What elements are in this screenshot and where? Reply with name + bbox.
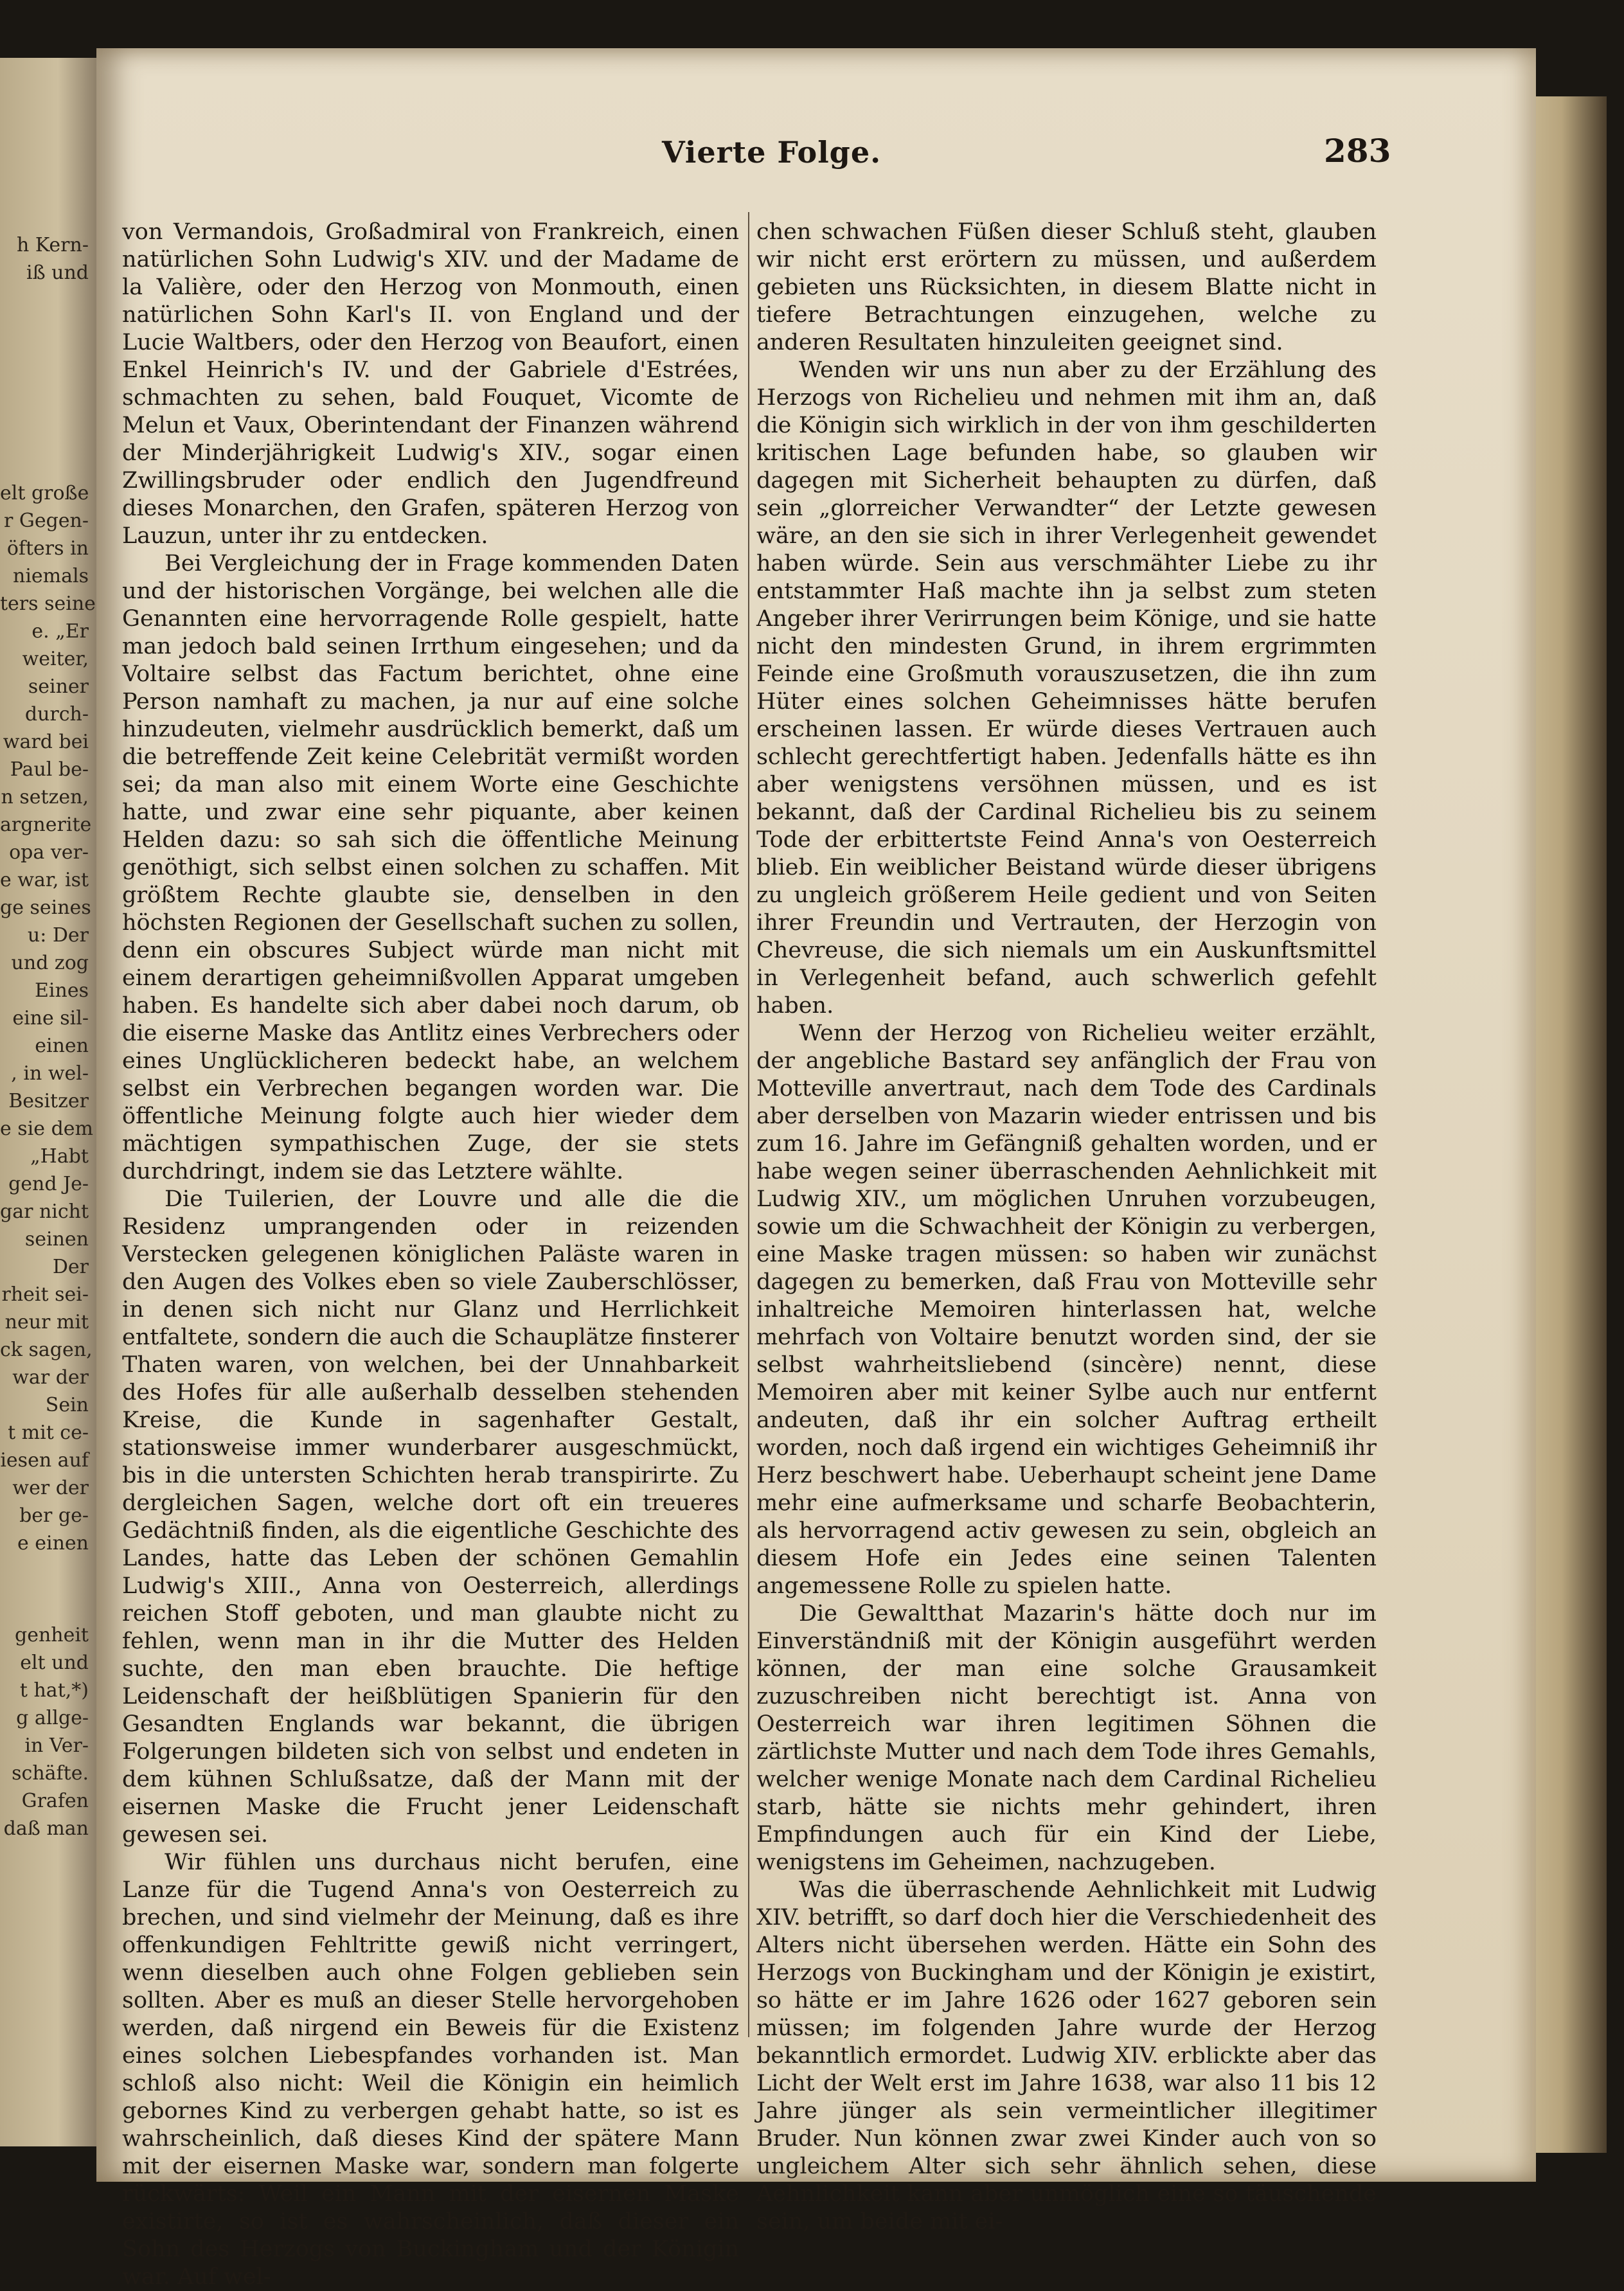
fragment-line: seinen xyxy=(24,1228,89,1251)
fragment-line: ge seines xyxy=(0,896,91,919)
paragraph: Wenden wir uns nun aber zu der Erzählung des Herzogs von Richelieu und nehmen mit ihm an, daß die Königin sich wirklich in der von ihm geschilderten kritischen Lage befunden habe, so glauben wir dagegen mit Sicherheit behaupten zu dürfen, daß sein „glorreicher Verwandter“ der Letzte gewesen wäre, an den sie sich in ihrer Verlegenheit gewendet haben würde. Sein aus verschmähter Liebe zu ihr entstammter Haß machte ihn ja selbst zum steten Angeber ihrer Verirrungen beim Könige, und sie hatte nicht den mindesten Grund, in ihrem ergrimmten Feinde eine Großmuth vorauszusetzen, die ihn zum Hüter eines solchen Geheimnisses hätte berufen erscheinen lassen. Er würde dieses Vertrauen auch schlecht gerechtfertigt haben. Jedenfalls hätte es ihn aber wenigstens versöhnen müssen, und es ist bekannt, daß der Cardinal Richelieu bis zu seinem Tode der erbittertste Feind Anna's von Oesterreich blieb. Ein weiblicher Beistand würde dieser übrigens zu ungleich größerem Heile gedient und von Seiten ihrer Freundin und Vertrauten, der Herzogin von Chevreuse, die sich niemals um ein Auskunftsmittel in Verlegenheit befand, auch schwerlich gefehlt haben. xyxy=(756,357,1377,1019)
paragraph: Wir fühlen uns durchaus nicht berufen, eine Lanze für die Tugend Anna's von Oesterreich zu brechen, und sind vielmehr der Meinung, daß es ihre offenkundigen Fehltritte gewiß nicht verringert, wenn dieselben auch ohne Folgen geblieben sein sollten. Aber es muß an dieser Stelle hervorgehoben werden, daß nirgend ein Beweis für die Existenz eines solchen Liebespfandes vorhanden ist. Man schloß also nicht: Weil die Königin ein heimlich gebornes Kind zu verbergen gehabt hatte, so ist es wahrscheinlich, daß dieses Kind der spätere Mann mit der eisernen Maske war, sondern man folgerte rückwärts: Weil ein Mann mit der eisernen Maske existirte, so ist es wahrscheinlich, daß dieser ein Sohn des Herzogs von Buckingham und der Königin war. Auf wel- xyxy=(122,1850,739,2290)
running-head: Vierte Folge. xyxy=(662,135,882,170)
fragment-line: Eines xyxy=(35,979,89,1002)
column-divider xyxy=(748,212,749,2037)
fragment-line: elt große xyxy=(0,482,89,504)
fragment-line: n setzen, xyxy=(1,786,89,808)
paragraph: von Vermandois, Großadmiral von Frankreich, einen natürlichen Sohn Ludwig's XIV. und der Madame de la Valière, oder den Herzog von Monmouth, einen natürlichen Sohn Karl's II. von England und der Lucie Waltbers, oder den Herzog von Beaufort, einen Enkel Heinrich's IV. und der Gabriele d'Estrées, schmachten zu sehen, bald Fouquet, Vicomte de Melun et Vaux, Oberintendant der Finanzen während der Minderjährigkeit Ludwig's XIV., sogar einen Zwillingsbruder oder endlich den Jugendfreund dieses Monarchen, den Grafen, späteren Herzog von Lauzun, unter ihr zu entdecken. xyxy=(122,219,739,549)
left-column xyxy=(122,218,739,2291)
fragment-line: Paul be- xyxy=(10,758,89,781)
fragment-line: Grafen xyxy=(21,1790,89,1812)
fragment-line: gend Je- xyxy=(8,1173,89,1195)
fragment-line: war der xyxy=(12,1366,89,1389)
paragraph: Die Gewaltthat Mazarin's hätte doch nur im Einverständniß mit der Königin ausgeführt werden können, der man eine solche Grausamkeit zuzuschreiben nicht berechtigt ist. Anna von Oesterreich war ihren legitimen Söhnen die zärtlichste Mutter und nach dem Tode ihres Gemahls, welcher wenige Monate nach dem Cardinal Richelieu starb, hätte sie nichts mehr gehindert, ihren Empfindungen auch für ein Kind der Liebe, wenigstens im Geheimen, nachzugeben. xyxy=(756,1601,1377,1875)
fragment-line: und zog xyxy=(11,952,89,974)
fragment-line: schäfte. xyxy=(12,1762,89,1785)
fragment-line: ward bei xyxy=(3,731,89,753)
fragment-line: rheit sei- xyxy=(1,1283,89,1306)
paragraph: Was die überraschende Aehnlichkeit mit Ludwig XIV. betrifft, so darf doch hier die Verschiedenheit des Alters nicht übersehen werden. Hätte ein Sohn des Herzogs von Buckingham und der Königin je existirt, so hätte er im Jahre 1626 oder 1627 geboren sein müssen; im folgenden Jahre wurde der Herzog bekanntlich ermordet. Ludwig XIV. erblickte aber das Licht der Welt erst im Jahre 1638, war also 11 bis 12 Jahre jünger als sein vermeintlicher illegitimer Bruder. Nun können zwar zwei Kinder auch von so ungleichem Alter sich sehr ähnlich sehen, diese Aehnlichkeit kann aber unmöglich eine so täuschende sein, um beide mit ei- xyxy=(756,1877,1377,2234)
fragment-line: e sie dem xyxy=(0,1118,93,1140)
fragment-line: t mit ce- xyxy=(8,1422,89,1444)
fragment-line: Besitzer xyxy=(8,1090,89,1112)
fragment-line: argnerite xyxy=(0,814,92,836)
fragment-line: Der xyxy=(52,1256,89,1278)
left-page-fragments xyxy=(0,231,96,1842)
fragment-line: niemals xyxy=(13,565,89,587)
paragraph: Wenn der Herzog von Richelieu weiter erzählt, der angebliche Bastard sey anfänglich der Frau von Motteville anvertraut, nach dem Tode des Cardinals aber derselben von Mazarin wieder entrissen und bis zum 16. Jahre im Gefängniß gehalten worden, und er habe wegen seiner überraschenden Aehnlichkeit mit Ludwig XIV., um möglichen Unruhen vorzubeugen, sowie um die Schwachheit der Königin zu verbergen, eine Maske tragen müssen: so haben wir zunächst dagegen zu bemerken, daß Frau von Motteville sehr inhaltreiche Memoiren hinterlassen hat, welche mehrfach von Voltaire benutzt worden sind, der sie selbst wahrheitsliebend (sincère) nennt, diese Memoiren aber mit keiner Sylbe auch nur entfernt andeuten, daß ihr ein solcher Auftrag ertheilt worden, noch daß irgend ein wichtiges Geheimniß ihr Herz beschwert habe. Ueberhaupt scheint jene Dame mehr eine aufmerksame und scharfe Beobachterin, als hervorragend activ gewesen zu sein, obgleich an diesem Hofe ein Jedes eine seinen Talenten angemessene Rolle zu spielen hatte. xyxy=(756,1021,1377,1599)
fragment-line: opa ver- xyxy=(9,841,89,864)
fragment-line: e einen xyxy=(17,1532,89,1555)
fragment-line: Sein xyxy=(45,1394,89,1416)
fragment-line: ber ge- xyxy=(19,1504,89,1527)
paragraph: Die Tuilerien, der Louvre und alle die die Residenz umprangenden oder in reizenden Verstecken gelegenen königlichen Paläste waren in den Augen des Volkes eben so viele Zauberschlösser, in denen sich nicht nur Glanz und Herrlichkeit entfaltete, sondern die auch die Schauplätze finsterer Thaten waren, von welchen, bei der Unnahbarkeit des Hofes für alle außerhalb desselben stehenden Kreise, die Kunde in sagenhafter Gestalt, stationsweise immer wunderbarer ausgeschmückt, bis in die untersten Schichten herab transpirirte. Zu dergleichen Sagen, welche dort oft ein treueres Gedächtniß finden, als die eigentliche Geschichte des Landes, hatte das Leben der schönen Gemahlin Ludwig's XIII., Anna von Oesterreich, allerdings reichen Stoff geboten, und man glaubte nicht zu fehlen, wenn man in ihr die Mutter des Helden suchte, den man eben brauchte. Die heftige Leidenschaft der heißblütigen Spanierin für den Gesandten Englands war bekannt, die übrigen Folgerungen bildeten sich von selbst und endeten in dem kühnen Schlußsatze, daß der Mann mit der eisernen Maske die Frucht jener Leidenschaft gewesen sei. xyxy=(122,1186,739,1848)
fragment-line: daß man xyxy=(3,1817,89,1840)
right-column xyxy=(756,218,1377,2236)
fragment-line: ck sagen, xyxy=(0,1339,93,1361)
fragment-line: r Gegen- xyxy=(3,510,89,532)
fragment-line: iß und xyxy=(26,262,89,284)
fragment-line: ters seine xyxy=(0,593,96,615)
fragment-line: u: Der xyxy=(27,924,89,947)
fragment-line: neur mit xyxy=(4,1311,89,1333)
fragment-line: t hat,*) xyxy=(19,1679,89,1702)
fragment-line: elt und xyxy=(20,1652,89,1674)
fragment-line: einen xyxy=(35,1035,89,1057)
fragment-line: eine sil- xyxy=(12,1007,89,1030)
page-number: 283 xyxy=(1324,132,1391,170)
fragment-line: gar nicht xyxy=(0,1200,89,1223)
fragment-line: genheit xyxy=(14,1624,89,1646)
fragment-line: g allge- xyxy=(16,1707,89,1729)
fragment-line: , in wel- xyxy=(11,1062,89,1085)
fragment-line: „Habt xyxy=(30,1145,89,1168)
fragment-line: h Kern- xyxy=(16,234,89,256)
fragment-line: e. „Er xyxy=(31,620,89,643)
fragment-line: seiner xyxy=(28,675,89,698)
fragment-line: in Ver- xyxy=(24,1734,89,1757)
fragment-line: iesen auf xyxy=(0,1449,89,1472)
fragment-line: wer der xyxy=(12,1477,89,1499)
paragraph: Bei Vergleichung der in Frage kommenden Daten und der historischen Vorgänge, bei welchen alle die Genannten eine hervorragende Rolle gespielt, hatte man jedoch bald seinen Irrthum eingesehen; und da Voltaire selbst das Factum berichtet, ohne eine Person namhaft zu machen, ja nur auf eine solche hinzudeuten, vielmehr ausdrücklich bemerkt, daß um die betreffende Zeit keine Celebrität vermißt worden sei; da man also mit einem Worte eine Geschichte hatte, und zwar eine sehr piquante, aber keinen Helden dazu: so sah sich die öffentliche Meinung genöthigt, sich selbst einen solchen zu schaffen. Mit größtem Rechte glaubte sie, denselben in den höchsten Regionen der Gesellschaft suchen zu sollen, denn ein obscures Subject würde man nicht mit einem derartigen geheimnißvollen Apparat umgeben haben. Es handelte sich aber dabei noch darum, ob die eiserne Maske das Antlitz eines Verbrechers oder eines Unglücklicheren bedeckt habe, an welchem selbst ein Verbrechen begangen worden war. Die öffentliche Meinung folgte auch hier wieder dem mächtigen sympathischen Zuge, der sie stets durchdringt, indem sie das Letztere wählte. xyxy=(122,551,739,1184)
left-page-edge xyxy=(0,58,96,2146)
fragment-line: öfters in xyxy=(6,537,89,560)
fragment-line: e war, ist xyxy=(0,869,89,891)
fragment-line: durch- xyxy=(24,703,89,726)
fragment-line: weiter, xyxy=(22,648,89,670)
paragraph: chen schwachen Füßen dieser Schluß steht, glauben wir nicht erst erörtern zu müssen, und außerdem gebieten uns Rücksichten, in diesem Blatte nicht in tiefere Betrachtungen einzugehen, welche zu anderen Resultaten hinzuleiten geeignet sind. xyxy=(756,219,1377,355)
